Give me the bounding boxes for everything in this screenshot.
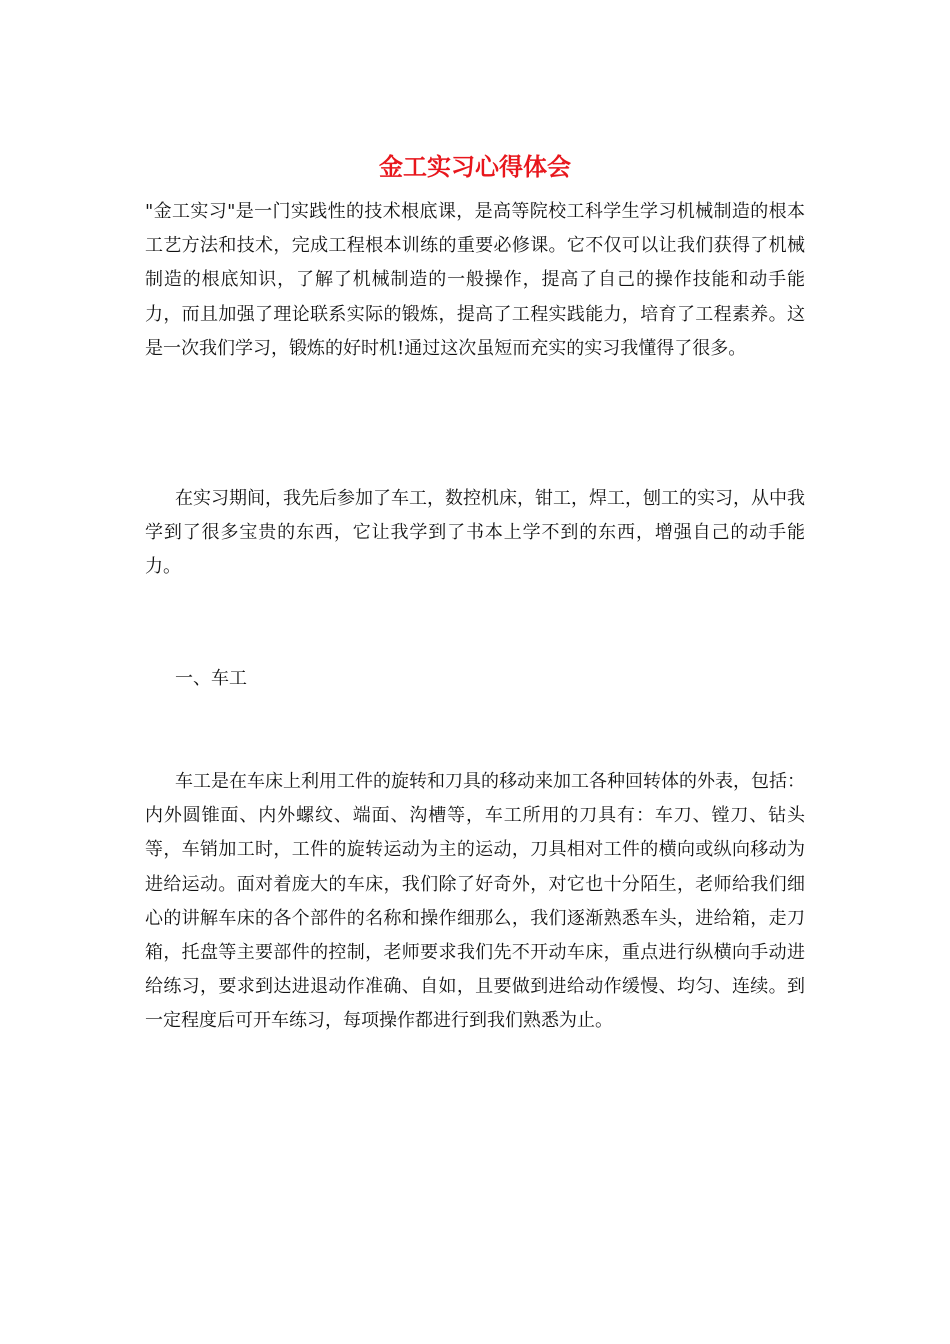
paragraph-intro: "金工实习"是一门实践性的技术根底课，是高等院校工科学生学习机械制造的根本工艺方法和技术，完成工程根本训练的重要必修课。它不仅可以让我们获得了机械制造的根底知识，了解了机械制造的一般操作，提高了自己的操作技能和动手能力，而且加强了理论联系实际的锻炼，提高了工程实践能力，培育了工程素养。这是一次我们学习，锻炼的好时机!通过这次虽短而充实的实习我懂得了很多。 (145, 201, 805, 359)
section-heading-turning: 一、车工 (175, 668, 247, 689)
paragraph-turning: 车工是在车床上利用工件的旋转和刀具的移动来加工各种回转体的外表，包括：内外圆锥面、内外螺纹、端面、沟槽等，车工所用的刀具有：车刀、镗刀、钻头等，车销加工时，工件的旋转运动为主的运动，刀具相对工件的横向或纵向移动为进给运动。面对着庞大的车床，我们除了好奇外，对它也十分陌生，老师给我们细心的讲解车床的各个部件的名称和操作细那么，我们逐渐熟悉车头，进给箱，走刀箱，托盘等主要部件的控制，老师要求我们先不开动车床，重点进行纵横向手动进给练习，要求到达进退动作准确、自如，且要做到进给动作缓慢、均匀、连续。到一定程度后可开车练习，每项操作都进行到我们熟悉为止。 (145, 771, 805, 1032)
document-title: 金工实习心得体会 (379, 152, 571, 181)
paragraph-internship-overview: 在实习期间，我先后参加了车工，数控机床，钳工，焊工，刨工的实习，从中我学到了很多宝贵的东西，它让我学到了书本上学不到的东西，增强自己的动手能力。 (145, 488, 805, 578)
